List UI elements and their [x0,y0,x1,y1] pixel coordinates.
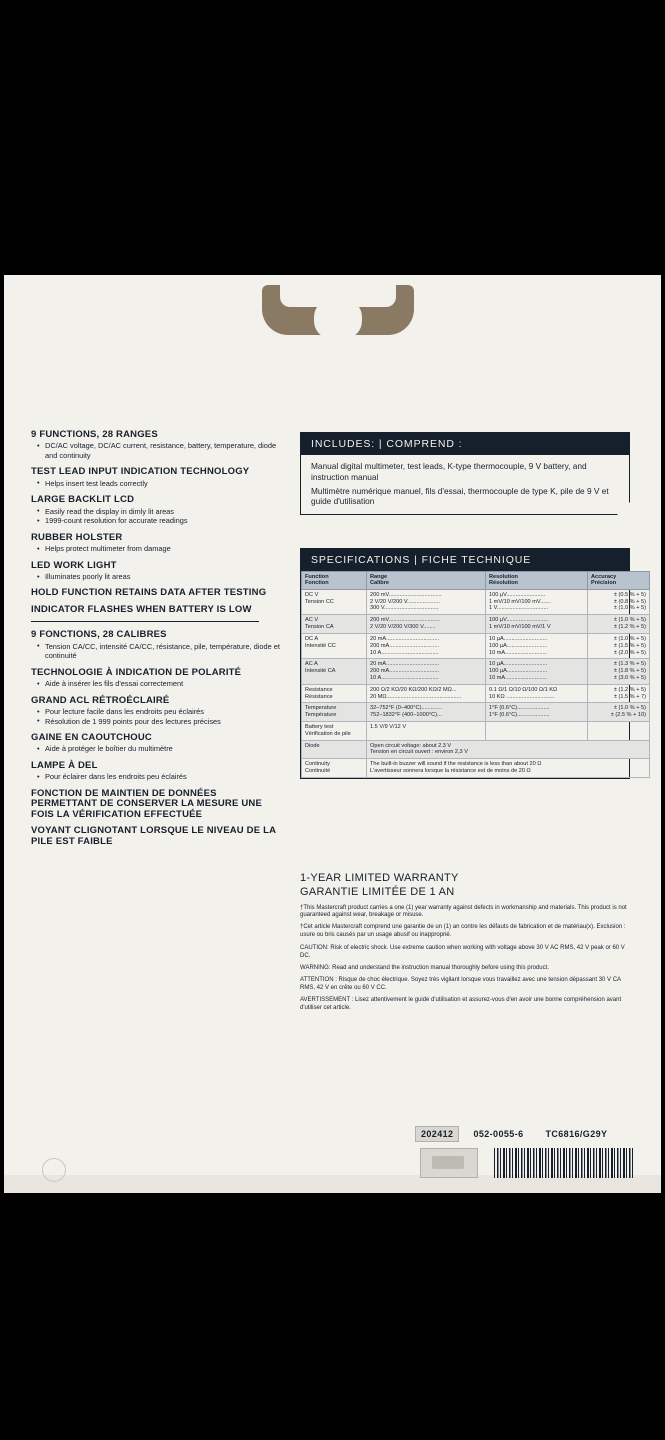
feature-item [31,430,281,460]
hang-hole [262,285,414,335]
cell-resolution: 0.1 Ω/1 Ω/10 Ω/100 Ω/1 KΩ 10 KΩ ............................... [486,684,588,703]
feature-item-fr [31,696,281,726]
caution-fr: ATTENTION : Risque de choc électrique. Soyez très vigilant lorsque vous travaillez avec une tension dépassant 30 V CA RMS, 42 V en crête ou 60 V CC. [300,976,621,991]
cell-range: 20 mA.................................. 200 mA................................ 10 A..................................... [367,633,486,658]
feature-bullet: • Helps insert test leads correctly [40,479,281,488]
cell-accuracy: ± (1.0 % + 5) ± (1.5 % + 5) ± (2.0 % + 5) [588,633,650,658]
cell-resolution [486,722,588,741]
cell-resolution: 10 µA............................ 100 µA.......................... 10 mA........................... [486,659,588,684]
cell-function: DC A Intensité CC [302,633,367,658]
feature-item-fr [31,761,281,782]
feature-heading: RUBBER HOLSTER [31,531,123,543]
cell-accuracy: ± (1.3 % + 5) ± (1.8 % + 5) ± (3.0 % + 5) [588,659,650,684]
cell-function: AC A Intensité CA [302,659,367,684]
specifications-panel [300,548,646,779]
table-row [302,722,650,741]
feature-heading-fr: 9 FONCTIONS, 28 CALIBRES [31,629,167,641]
feature-heading-fr: FONCTION DE MAINTIEN DE DONNÉES PERMETTANT DE CONSERVER LA MESURE UNE FOIS LA VÉRIFICATION EFFECTUÉE [31,787,263,820]
feature-heading: TEST LEAD INPUT INDICATION TECHNOLOGY [31,466,250,478]
cell-range: 20 mA.................................. 200 mA................................ 10 A..................................... [367,659,486,684]
cell-function: Resistance Résistance [302,684,367,703]
cell-function: Battery test Vérification de pile [302,722,367,741]
feature-bullet: • DC/AC voltage, DC/AC current, resistance, battery, temperature, diode and continuity [40,441,281,460]
feature-bullet: • Helps protect multimeter from damage [40,544,281,553]
table-row [302,703,650,722]
cell-resolution: 1°F (0.6°C)..................... 1°F (0.6°C)..................... [486,703,588,722]
feature-bullet: • Illuminates poorly lit areas [40,572,281,581]
feature-heading: LARGE BACKLIT LCD [31,494,135,506]
table-row [302,589,650,614]
specifications-table [301,571,650,778]
feature-bullet-fr: • Pour lecture facile dans les endroits peu éclairés [40,707,281,716]
cell-function: Continuity Continuité [302,759,367,778]
table-header-row [302,572,650,590]
column-header-range-fr: Calibre [370,580,389,587]
feature-heading: HOLD FUNCTION RETAINS DATA AFTER TESTING [31,587,267,599]
feature-item-fr [31,826,281,847]
feature-heading-fr: VOYANT CLIGNOTANT LORSQUE LE NIVEAU DE LA PILE EST FAIBLE [31,825,276,847]
feature-bullet-fr: • Pour éclairer dans les endroits peu éclairés [40,772,281,781]
cell-range: 1.5 V/9 V/12 V [367,722,486,741]
warranty-section [300,872,636,1012]
column-header-accuracy-en: Accuracy [591,574,617,580]
feature-item [31,467,281,488]
qr-placeholder [420,1148,478,1178]
cell-range: 32–752°F (0–400°C)............. 752–1832°F (400–1000°C)... [367,703,486,722]
cell-range: 200 mV................................. 2 V/20 V/200 V/300 V........ [367,615,486,634]
warranty-body-en: †This Mastercraft product carries a one (1) year warranty against defects in workmanship and materials. This product is not guaranteed against wear, breakage or misuse. [300,904,627,919]
feature-item-fr [31,733,281,754]
includes-text-en: Manual digital multimeter, test leads, K-type thermocouple, 9 V battery, and instruction manual [311,461,587,482]
cell-function: Diode [302,740,367,759]
table-row [302,740,650,759]
feature-heading-fr: GAINE EN CAOUTCHOUC [31,732,152,743]
table-row [302,684,650,703]
caution-en: CAUTION: Risk of electric shock. Use extreme caution when working with voltage above 30 V AC RMS, 42 V peak or 60 V DC. [300,945,625,960]
feature-item-fr [31,668,281,689]
language-divider [31,621,259,622]
feature-bullet-fr: • Aide à protéger le boîtier du multimètre [40,744,281,753]
cell-accuracy: ± (1.0 % + 5) ± (2.5 % + 10) [588,703,650,722]
feature-heading-fr: LAMPE À DEL [31,759,98,771]
warranty-body-fr: †Cet article Mastercraft comprend une garantie de un (1) an contre les défauts de fabrication et de matériau(x). Exclusion : usure ou bris causés par un usage abusif ou inapproprié. [300,924,626,939]
feature-list [31,430,281,853]
column-header-function-en: Function [305,574,329,580]
cell-resolution: 100 µV......................... 1 mV/10 mV/100 mV....... 1 V................................. [486,589,588,614]
feature-item [31,588,281,598]
table-row [302,759,650,778]
cell-accuracy: ± (0.5 % + 5) ± (0.8 % + 5) ± (1.0 % + 5) [588,589,650,614]
includes-panel-title: INCLUDES: | COMPREND : [301,433,629,455]
warning-fr: AVERTISSEMENT : Lisez attentivement le guide d'utilisation et assurez-vous d'en avoir une bonne compréhension avant d'utiliser cet article. [300,996,622,1011]
specifications-panel-title: SPECIFICATIONS | FICHE TECHNIQUE [301,549,629,571]
feature-heading: 9 FUNCTIONS, 28 RANGES [31,429,158,440]
model-code: TC6816/G29Y [545,1129,608,1139]
cell-function: Temperature Température [302,703,367,722]
feature-heading-fr: TECHNOLOGIE À INDICATION DE POLARITÉ [31,666,242,678]
table-row [302,659,650,684]
feature-heading: INDICATOR FLASHES WHEN BATTERY IS LOW [31,603,252,615]
column-header-accuracy-fr: Précision [591,580,617,587]
warning-en: WARNING: Read and understand the instruction manual thoroughly before using this product. [300,964,549,971]
warranty-title-en: 1-YEAR LIMITED WARRANTY [300,872,459,884]
cell-note: The built-in buzzer will sound if the resistance is less than about 20 Ω L'avertisseur sonnera lorsque la résistance est de moins de 20 Ω [367,759,650,778]
footer-codes [415,1126,645,1142]
column-header-resolution-fr: Résolution [489,580,518,587]
feature-bullet-fr: • Aide à insérer les fils d'essai correctement [40,679,281,688]
column-header-function-fr: Fonction [305,580,329,587]
cell-note: Open circuit voltage: about 2.3 V Tension en circuit ouvert : environ 2,3 V [367,740,650,759]
cell-range: 200 mV.................................. 2 V/20 V/200 V..................... 300 V................................... [367,589,486,614]
feature-bullet: • 1999-count resolution for accurate readings [40,516,281,525]
feature-bullet-fr: • Tension CA/CC, intensité CA/CC, résistance, pile, température, diode et continuité [40,642,281,661]
feature-bullet: • Easily read the display in dimly lit areas [40,507,281,516]
feature-item-fr [31,789,281,820]
corner-marker [42,1158,66,1182]
feature-heading-fr: GRAND ACL RÉTROÉCLAIRÉ [31,694,170,706]
column-header-resolution-en: Resolution [489,574,518,580]
column-header-range-en: Range [370,574,388,580]
feature-heading: LED WORK LIGHT [31,559,117,571]
column-header-function [302,572,367,590]
column-header-accuracy [588,572,650,590]
feature-item-fr [31,630,281,660]
feature-item [31,561,281,582]
cell-resolution: 10 µA............................ 100 µA.......................... 10 mA........................... [486,633,588,658]
cell-accuracy [588,722,650,741]
includes-text-fr: Multimètre numérique manuel, fils d'essai, thermocouple de type K, pile de 9 V et guide d'utilisation [311,485,609,507]
feature-item [31,495,281,525]
feature-bullet-fr: • Résolution de 1 999 points pour des lectures précises [40,717,281,726]
date-code: 202412 [415,1126,459,1142]
column-header-range [367,572,486,590]
includes-panel [300,432,630,515]
column-header-resolution [486,572,588,590]
feature-item [31,533,281,554]
cell-accuracy: ± (1.2 % + 5) ± (1.5 % + 7) [588,684,650,703]
cell-function: DC V Tension CC [302,589,367,614]
cell-range: 200 Ω/2 KΩ/20 KΩ/200 KΩ/2 MΩ... 20 MΩ................................................ [367,684,486,703]
cell-accuracy: ± (1.0 % + 5) ± (1.2 % + 5) [588,615,650,634]
cell-function: AC V Tension CA [302,615,367,634]
cell-resolution: 100 µV........................... 1 mV/10 mV/100 mV/1 V [486,615,588,634]
table-row [302,615,650,634]
warranty-title-fr: GARANTIE LIMITÉE DE 1 AN [300,885,455,898]
table-row [302,633,650,658]
sku-code: 052-0055-6 [473,1129,524,1139]
feature-item [31,605,281,615]
barcode [494,1148,634,1178]
